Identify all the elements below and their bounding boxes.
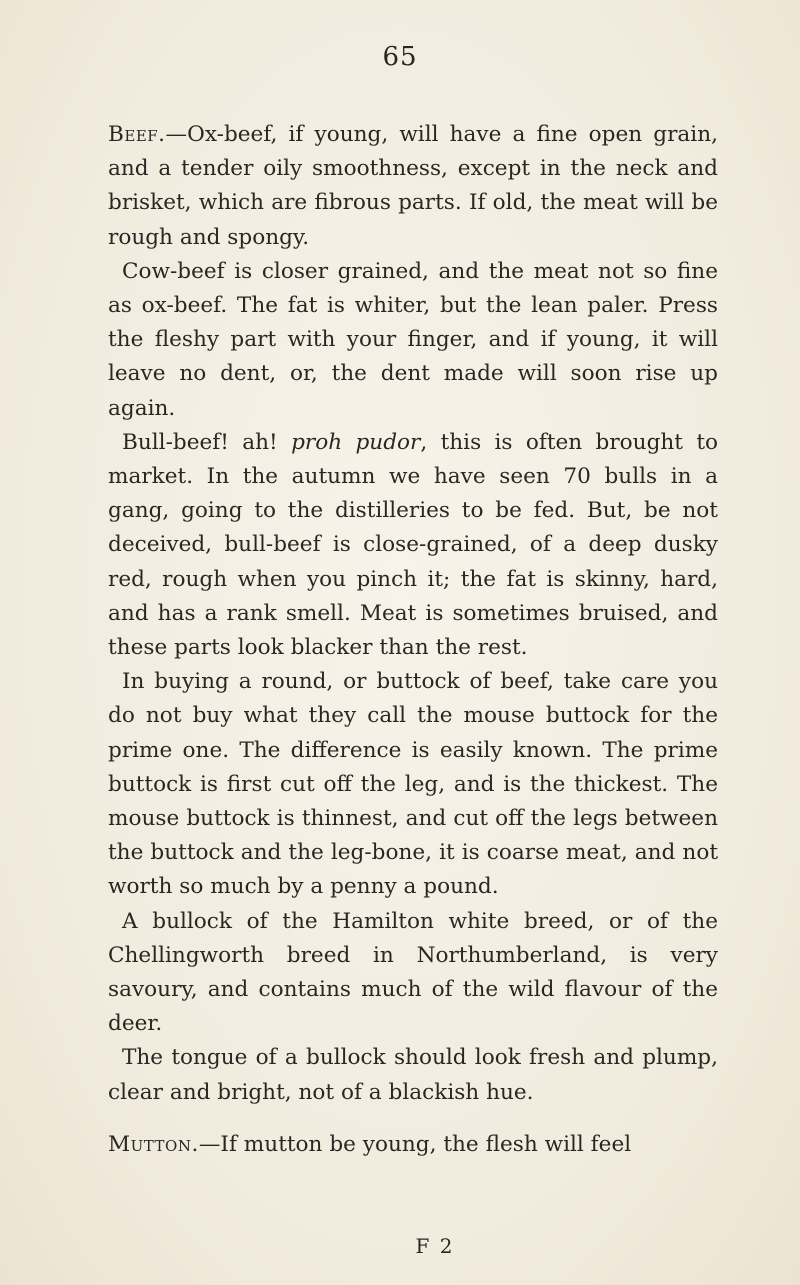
body-text bbox=[108, 118, 718, 1162]
bull-latin-phrase: proh pudor bbox=[291, 429, 421, 455]
mutton-text: —If mutton be young, the flesh will feel bbox=[198, 1131, 632, 1157]
page-number: 65 bbox=[382, 42, 418, 72]
paragraph-cow-beef: Cow-beef is closer grained, and the meat not so fine as ox-beef. The fat is whiter, but the lean paler. Press the fleshy part with your finger, and if young, it will leave no dent, or, the dent made will soon rise up again. bbox=[108, 258, 718, 421]
mutton-heading: Mutton. bbox=[108, 1131, 199, 1157]
bull-text-end: , this is often brought to market. In the autumn we have seen 70 bulls in a gang, going to the distilleries to be fed. But, be not deceived, bull-beef is close-grained, of a deep dusky red, rough when you pinch it; the fat is skinny, hard, and has a rank smell. Meat is sometimes bruised, and these parts look blacker than the rest. bbox=[108, 429, 719, 661]
paragraph-bullock: A bullock of the Hamilton white breed, or of the Chellingworth breed in Northumberland, is very savoury, and contains much of the wild flavour of the deer. bbox=[108, 908, 718, 1037]
paragraph-buttock: In buying a round, or buttock of beef, take care you do not buy what they call the mouse buttock for the prime one. The difference is easily known. The prime buttock is first cut off the leg, and is the thickest. The mouse buttock is thinnest, and cut off the legs between the buttock and the leg-bone, it is coarse meat, and not worth so much by a penny a pound. bbox=[108, 669, 718, 900]
beef-heading: Beef. bbox=[108, 122, 166, 147]
paragraph-mutton bbox=[108, 1128, 718, 1162]
beef-text: —Ox-beef, if young, will have a fine open grain, and a tender oily smoothness, except in the neck and brisket, which are fibrous parts. If old, the meat will be rough and spongy. bbox=[108, 122, 718, 250]
paragraph-tongue: The tongue of a bullock should look fresh and plump, clear and bright, not of a blackish hue. bbox=[108, 1045, 718, 1105]
signature-mark: F 2 bbox=[415, 1234, 455, 1258]
paragraph-beef bbox=[108, 118, 718, 255]
bull-text-start: Bull-beef! ah! bbox=[122, 429, 292, 455]
paragraph-bull-beef bbox=[108, 426, 718, 665]
